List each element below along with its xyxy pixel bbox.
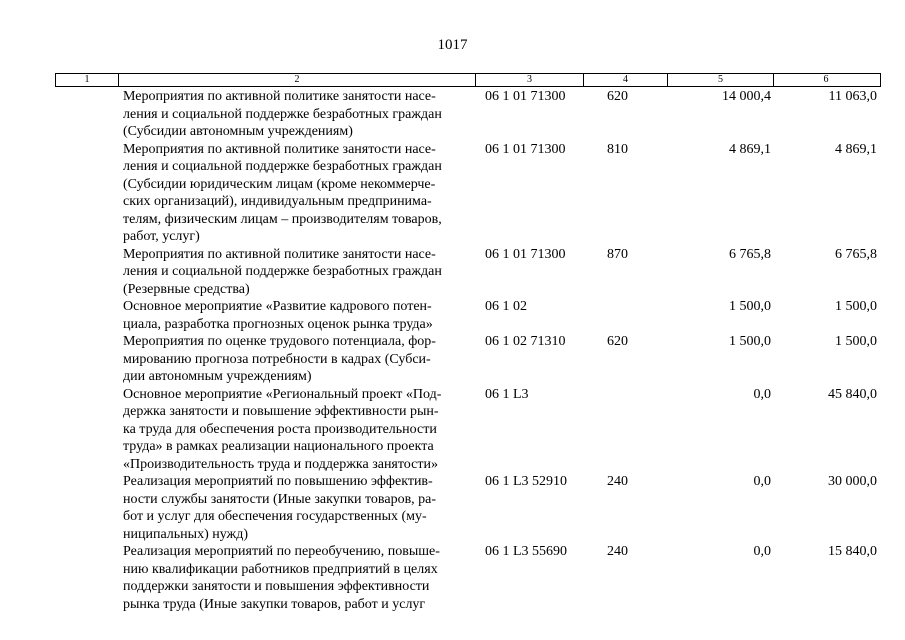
table-row	[55, 246, 881, 299]
row-description	[123, 333, 481, 386]
row-code: 06 1 01 71300	[485, 89, 566, 104]
row-value-col5: 1 500,0	[729, 334, 771, 349]
description-line: (Субсидии автономным учреждениям)	[123, 124, 353, 139]
description-line: ка труда для обеспечения роста производительности	[123, 421, 437, 437]
row-expense-type: 870	[607, 246, 628, 262]
table-row	[55, 298, 881, 333]
header-col-5: 5	[668, 74, 774, 86]
row-value-col6: 15 840,0	[828, 544, 877, 559]
description-line: ских организаций), индивидуальным предпринима-	[123, 194, 432, 209]
description-line: Реализация мероприятий по переобучению, повыше-	[123, 544, 440, 559]
row-description	[123, 88, 481, 141]
description-line: телям, физическим лицам – производителям товаров,	[123, 211, 442, 227]
row-expense-type: 240	[607, 544, 628, 559]
row-code: 06 1 02	[485, 299, 527, 314]
row-code: 06 1 L3 52910	[485, 474, 568, 489]
table-row	[55, 141, 881, 246]
row-expense-type: 620	[607, 334, 628, 349]
row-description	[123, 246, 481, 299]
row-description	[123, 473, 481, 543]
description-line: Основное мероприятие «Региональный проект «Под-	[123, 386, 442, 402]
table-row	[55, 386, 881, 474]
table-body	[55, 88, 881, 613]
description-line: (Субсидии юридическим лицам (кроме некоммерче-	[123, 176, 436, 192]
row-value-col6: 6 765,8	[835, 246, 877, 262]
row-value-col5: 14 000,4	[722, 89, 771, 104]
row-value-col6: 45 840,0	[828, 386, 877, 402]
row-code: 06 1 L3	[485, 386, 529, 402]
description-line: мированию прогноза потребности в кадрах (Субси-	[123, 351, 431, 367]
description-line: Мероприятия по оценке трудового потенциала, фор-	[123, 334, 436, 349]
header-col-3: 3	[476, 74, 584, 86]
description-line: ления и социальной поддержке безработных граждан	[123, 106, 442, 122]
description-line: бот и услуг для обеспечения государственных (му-	[123, 509, 427, 524]
header-col-6: 6	[823, 74, 829, 85]
row-value-col5: 6 765,8	[729, 246, 771, 262]
row-description	[123, 543, 481, 613]
table-row	[55, 473, 881, 543]
row-value-col6: 30 000,0	[828, 474, 877, 489]
description-line: поддержки занятости и повышения эффективности	[123, 579, 430, 594]
row-value-col5: 4 869,1	[729, 141, 771, 157]
row-value-col5: 0,0	[753, 474, 771, 489]
description-line: Мероприятия по активной политике занятости насе-	[123, 89, 436, 104]
row-expense-type: 810	[607, 141, 628, 157]
description-line: ления и социальной поддержке безработных граждан	[123, 159, 442, 174]
row-value-col6: 1 500,0	[835, 334, 877, 349]
table-row	[55, 543, 881, 613]
header-col-2: 2	[119, 74, 476, 86]
description-line: ности службы занятости (Иные закупки товаров, ра-	[123, 491, 437, 507]
row-value-col6: 11 063,0	[828, 89, 877, 104]
table-row	[55, 88, 881, 141]
row-code: 06 1 01 71300	[485, 246, 566, 262]
row-code: 06 1 L3 55690	[485, 544, 568, 559]
description-line: работ, услуг)	[123, 229, 200, 244]
row-code: 06 1 01 71300	[485, 141, 566, 157]
header-col-1: 1	[56, 74, 119, 86]
description-line: Мероприятия по активной политике занятости насе-	[123, 141, 436, 157]
row-value-col5: 0,0	[753, 386, 771, 402]
table-header	[55, 73, 881, 87]
header-col-4: 4	[584, 74, 668, 86]
description-line: держка занятости и повышение эффективности рын-	[123, 404, 439, 419]
row-description	[123, 141, 481, 246]
row-value-col5: 1 500,0	[729, 299, 771, 314]
row-expense-type: 240	[607, 474, 628, 489]
table-row	[55, 333, 881, 386]
row-description	[123, 298, 481, 333]
description-line: рынка труда (Иные закупки товаров, работ и услуг	[123, 596, 426, 612]
description-line: Мероприятия по активной политике занятости насе-	[123, 246, 436, 262]
row-value-col6: 1 500,0	[835, 299, 877, 314]
row-value-col5: 0,0	[753, 544, 771, 559]
description-line: ниципальных) нужд)	[123, 526, 248, 542]
description-line: циала, разработка прогнозных оценок рынка труда»	[123, 316, 433, 332]
description-line: Основное мероприятие «Развитие кадрового потен-	[123, 299, 432, 314]
description-line: Реализация мероприятий по повышению эффектив-	[123, 474, 433, 489]
description-line: ления и социальной поддержке безработных граждан	[123, 264, 442, 279]
row-description	[123, 386, 481, 474]
description-line: труда» в рамках реализации национального проекта	[123, 439, 434, 454]
row-expense-type: 620	[607, 89, 628, 104]
description-line: (Резервные средства)	[123, 281, 250, 297]
row-code: 06 1 02 71310	[485, 334, 566, 349]
description-line: дии автономным учреждениям)	[123, 369, 312, 384]
description-line: «Производительность труда и поддержка занятости»	[123, 456, 438, 472]
page-number: 1017	[437, 37, 468, 53]
description-line: нию квалификации работников предприятий в целях	[123, 561, 438, 577]
row-value-col6: 4 869,1	[835, 141, 877, 157]
